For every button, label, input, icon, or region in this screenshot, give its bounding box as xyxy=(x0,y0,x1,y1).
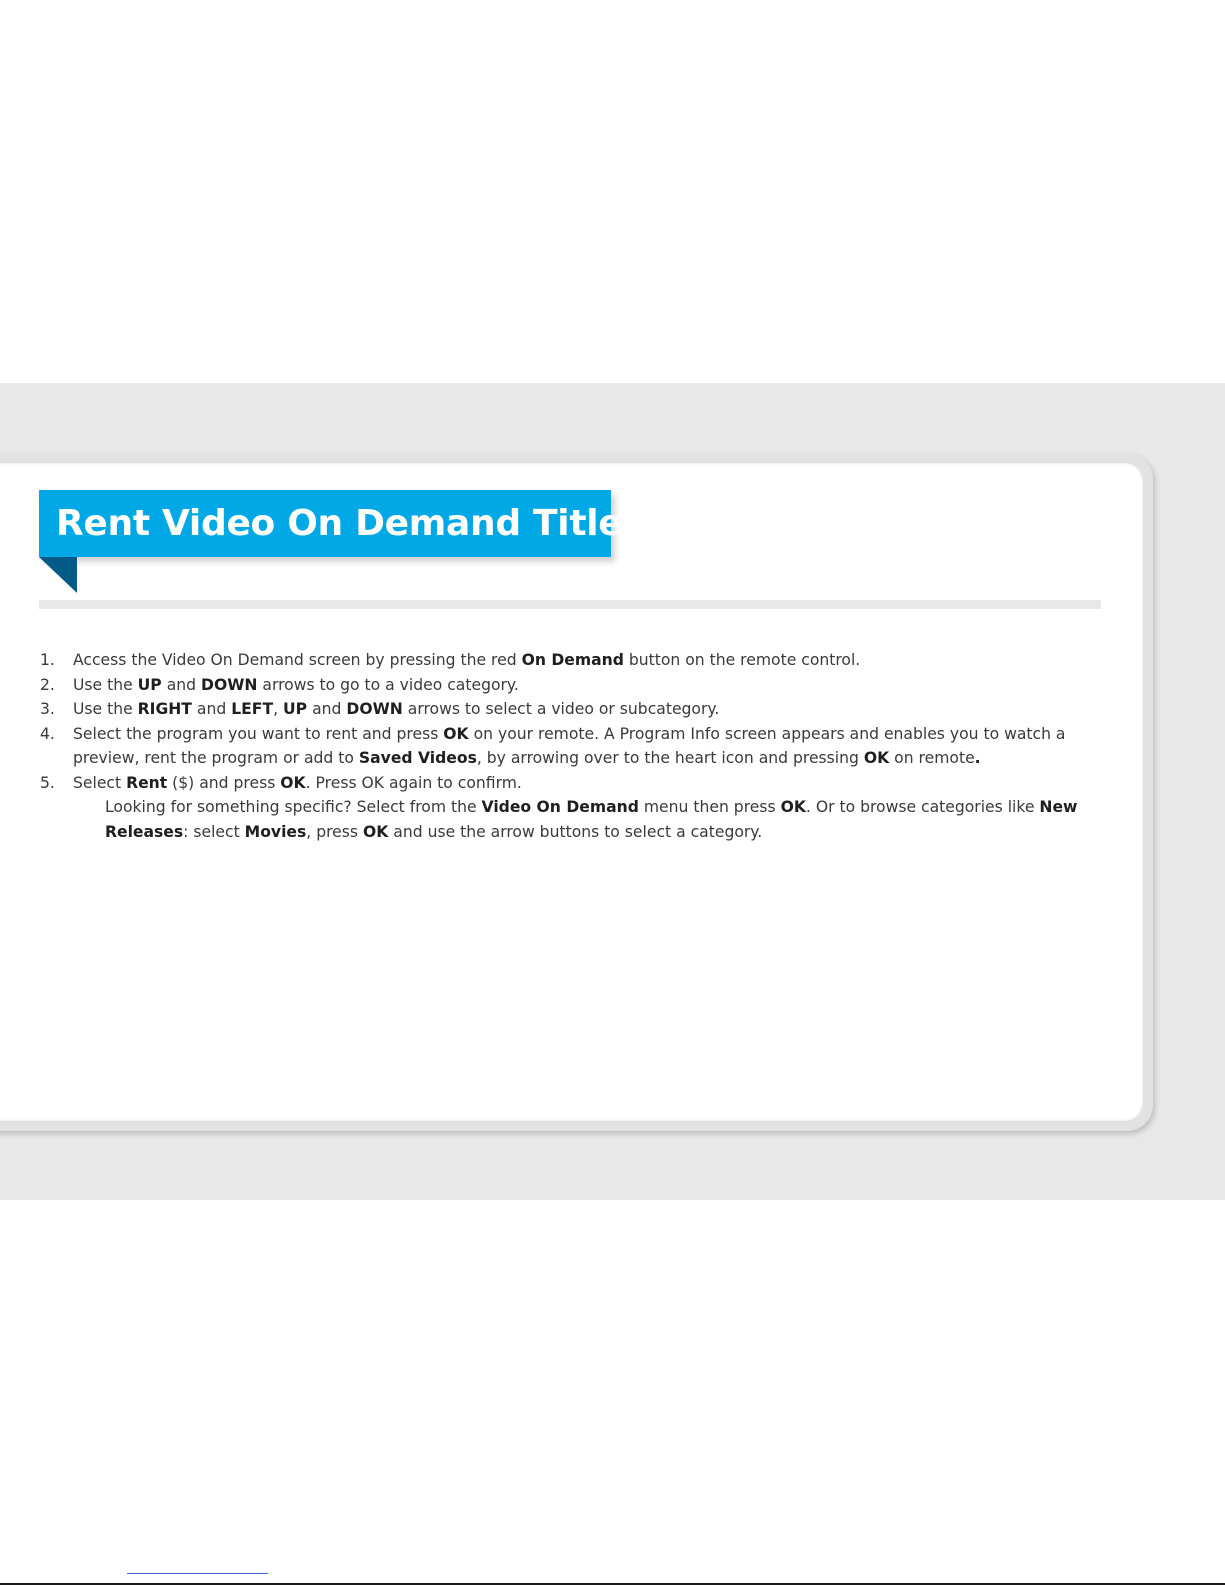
bold-term: Rent xyxy=(126,773,168,792)
bold-term: On Demand xyxy=(521,651,624,669)
text-run: Access the Video On Demand screen by pressing the red xyxy=(73,651,522,669)
text-run: , by arrowing over to the heart icon and pressing xyxy=(476,749,864,767)
text-run: Select the program you want to rent and press xyxy=(73,724,444,743)
tip-paragraph xyxy=(38,795,1110,844)
text-run: Use the xyxy=(73,675,138,694)
text-run: menu then press xyxy=(638,798,781,816)
text-run: and xyxy=(307,700,347,718)
text-run: . Press OK again to confirm. xyxy=(305,773,522,792)
page-title: Rent Video On Demand Titles xyxy=(56,503,644,544)
bold-term: Saved Videos xyxy=(358,749,477,767)
step-number: 1. xyxy=(40,651,55,669)
banner-fold-triangle xyxy=(39,557,77,593)
title-banner xyxy=(39,490,644,557)
step-number: 3. xyxy=(40,700,55,718)
bold-term: OK xyxy=(443,724,469,743)
text-run: on remote xyxy=(889,749,975,767)
text-run: , xyxy=(273,700,284,718)
step-item xyxy=(38,722,1110,771)
text-run: button on the remote control. xyxy=(623,651,861,669)
bold-term: DOWN xyxy=(201,675,258,694)
step-number: 2. xyxy=(40,675,55,694)
steps-list xyxy=(38,648,1110,844)
footer-link-underline[interactable] xyxy=(127,1573,268,1574)
text-run: arrows to select a video or subcategory. xyxy=(402,700,720,718)
step-item xyxy=(38,771,1110,796)
bold-term: Movies xyxy=(244,822,307,841)
step-item xyxy=(38,697,1110,722)
text-run: Select xyxy=(73,773,127,792)
text-run: and xyxy=(191,700,232,718)
text-run: , press xyxy=(306,822,363,841)
bold-term: OK xyxy=(863,749,890,767)
text-run: Use the xyxy=(73,700,138,718)
bold-term: UP xyxy=(137,675,162,694)
bold-term: . xyxy=(974,749,981,767)
text-run: Looking for something specific? Select from the xyxy=(105,798,482,816)
bold-term: RIGHT xyxy=(137,700,192,718)
step-number: 4. xyxy=(40,724,55,743)
bold-term: OK xyxy=(362,822,389,841)
bold-term: OK xyxy=(280,773,306,792)
text-run: and use the arrow buttons to select a category. xyxy=(388,822,763,841)
bold-term: Video On Demand xyxy=(481,798,639,816)
bold-term: DOWN xyxy=(346,700,403,718)
bold-term: New Releases xyxy=(105,798,1078,841)
text-run: on your remote. A Program Info screen appears and enables you to watch a preview, rent the program or add to xyxy=(73,724,1066,767)
step-number: 5. xyxy=(40,773,55,792)
bold-term: UP xyxy=(283,700,308,718)
text-run: arrows to go to a video category. xyxy=(257,675,519,694)
text-run: and xyxy=(161,675,201,694)
step-item xyxy=(38,648,1110,673)
text-run: : select xyxy=(183,822,245,841)
step-item xyxy=(38,673,1110,698)
bold-term: OK xyxy=(780,798,806,816)
section-divider xyxy=(39,600,1101,609)
bold-term: LEFT xyxy=(231,700,274,718)
text-run: ($) and press xyxy=(167,773,281,792)
text-run: . Or to browse categories like xyxy=(805,798,1040,816)
